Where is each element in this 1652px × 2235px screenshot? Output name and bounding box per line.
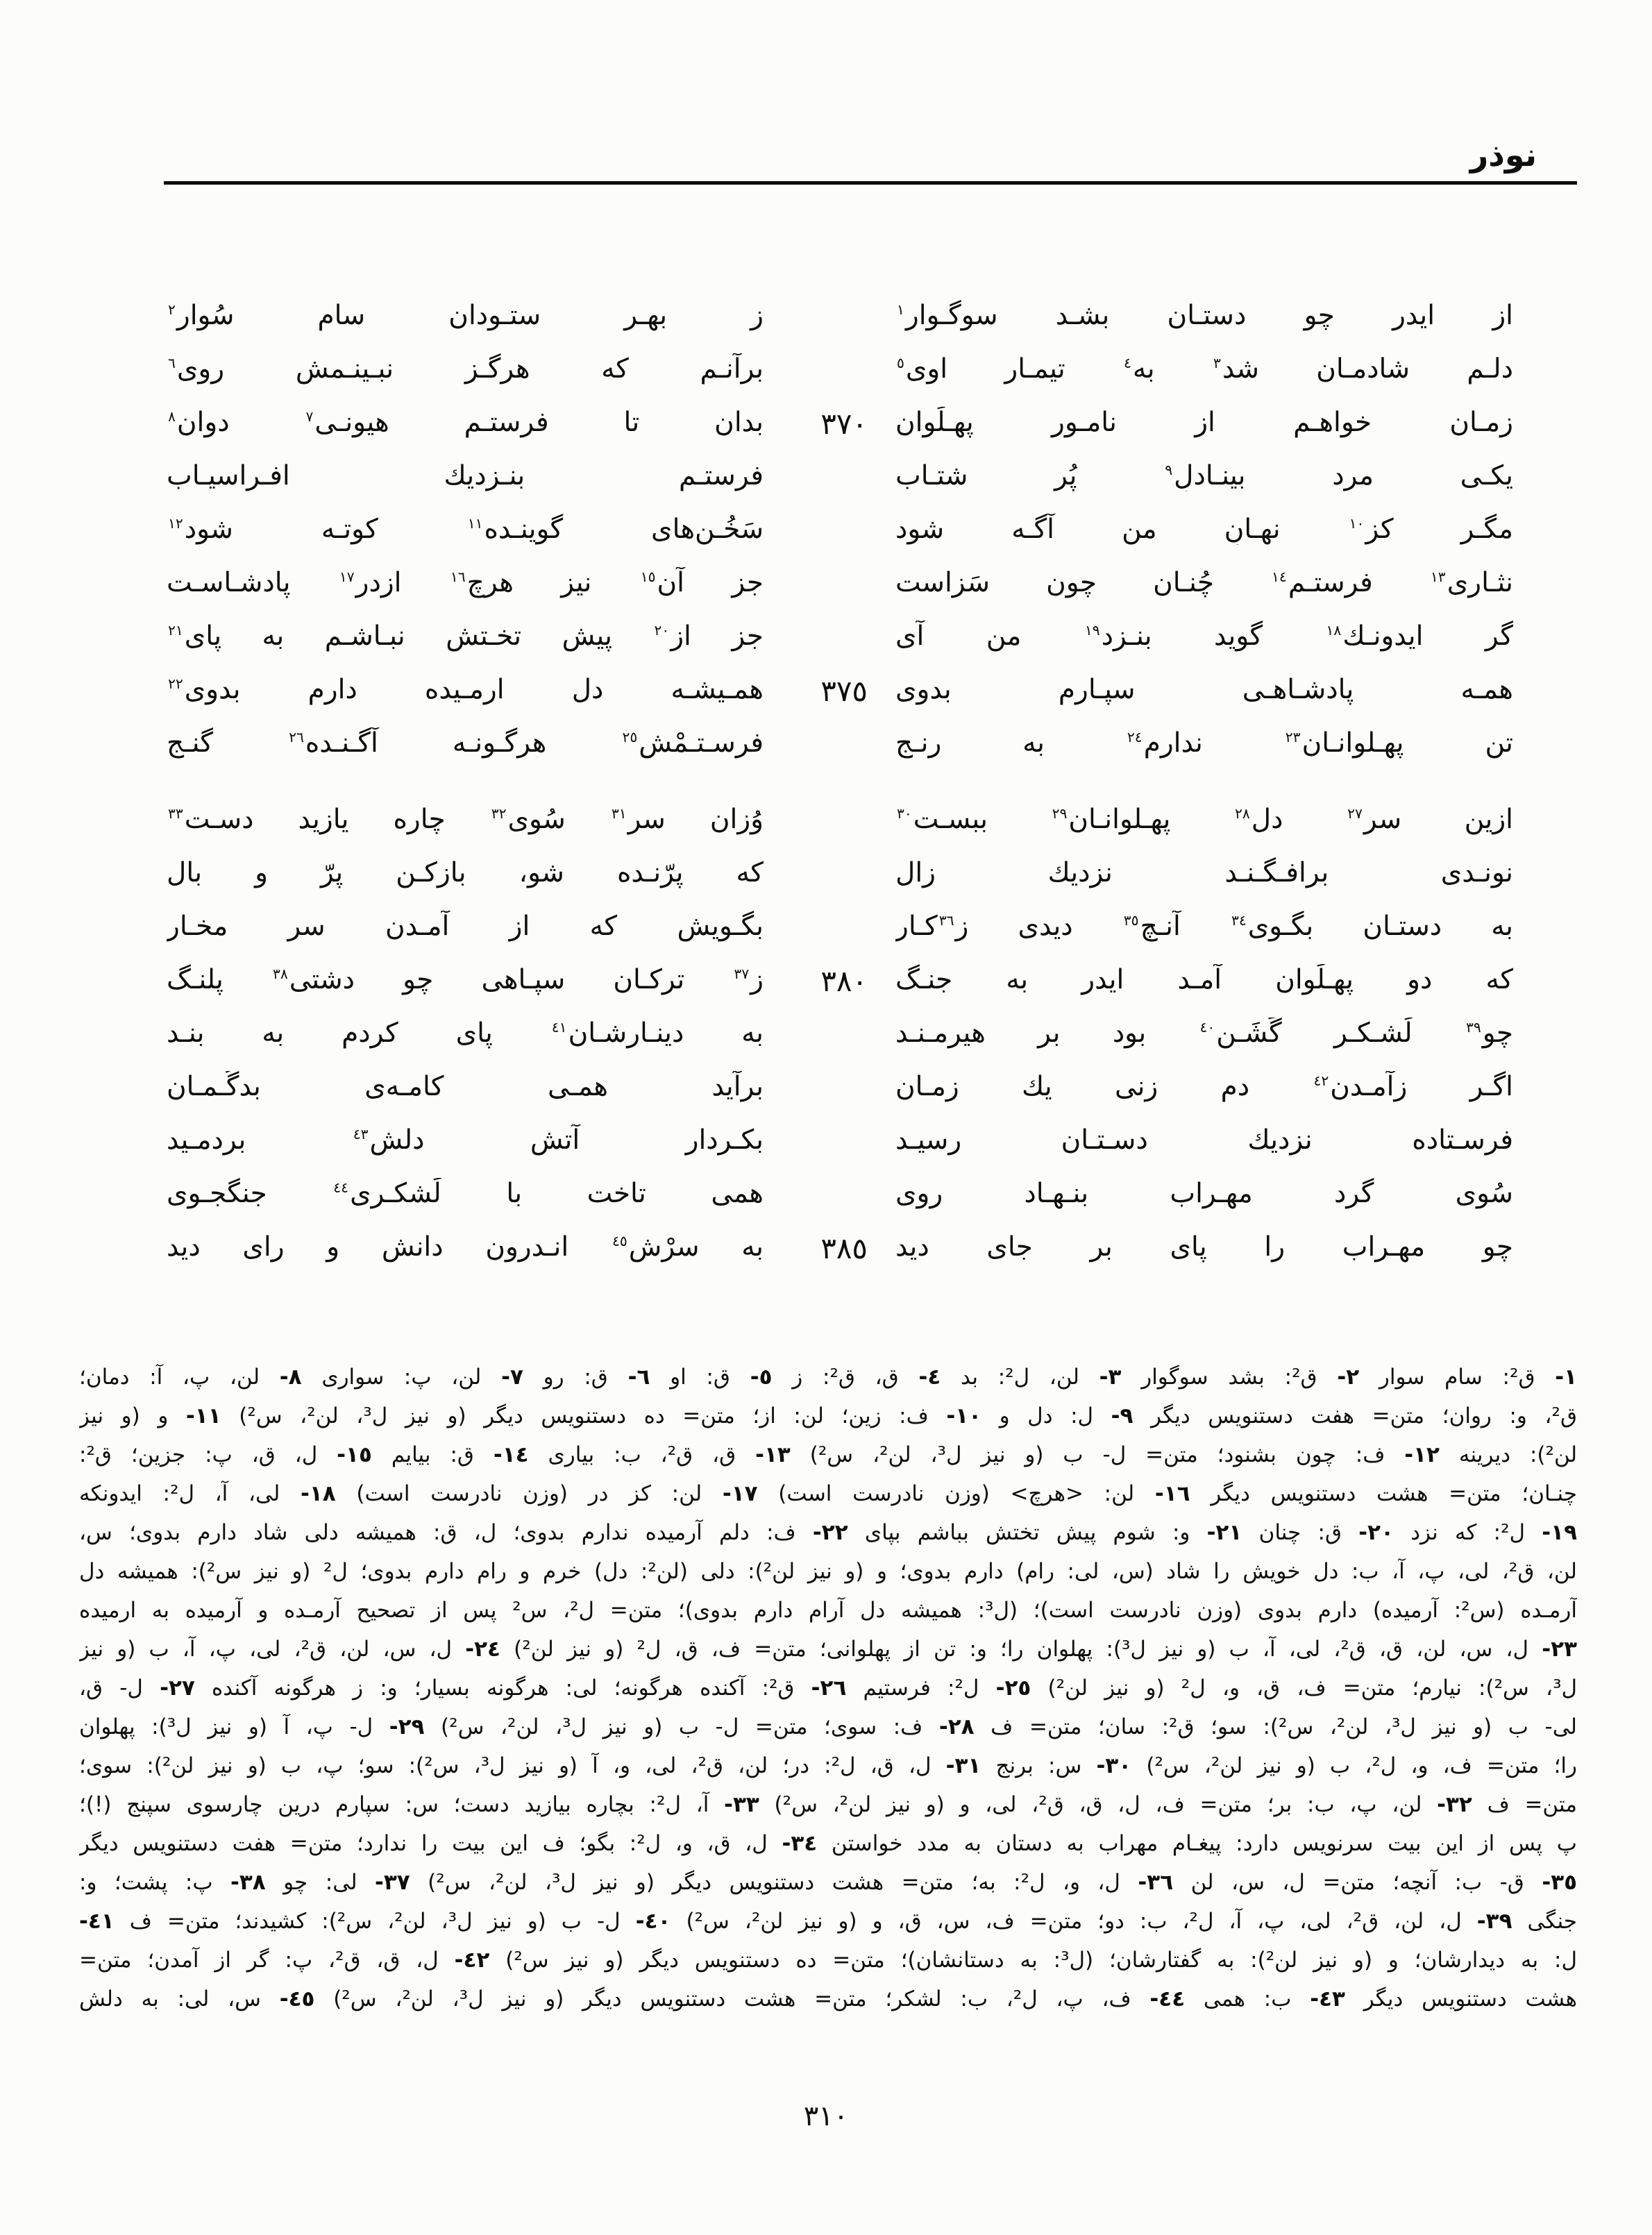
footnote-line: ق²، و: روان؛ متن= هفت دستنويس ديگر ٩- ل: دل و ١٠- ف: زين؛ لن: از؛ متن= ده دستنويس ديگر (و نيز ل³، لن²، س²) ١١- و (و نيز xyxy=(79,1403,1577,1428)
hemistich-first: سُوى گرد مهـراب بنـهـاد روى xyxy=(895,1178,1513,1209)
hemistich-second: همـيشـه دل ارمـيده دارم بدوى$^{٢٢}$ xyxy=(168,674,764,705)
verse-row xyxy=(167,793,1513,846)
hemistich-first: زمـان خواهـم از نامـور پهـلَوان xyxy=(895,407,1513,438)
critical-apparatus xyxy=(79,1358,1577,2018)
hemistich-first: گر ايدونـك$^{١٨}$ گويد بنـزد$^{١٩}$ من آى xyxy=(895,621,1513,652)
hemistich-first: چو مهـراب را پاى بر جاى ديد xyxy=(895,1231,1513,1263)
verse-row xyxy=(167,503,1513,556)
hemistich-second: كه پرّنـده شو، بازكـن پرّ و بال xyxy=(167,857,764,888)
footnote-line: ١- ق²: سام سوار ٢- ق²: بشد سوگوار ٣- لن، ل²: بد ٤- ق، ق²: ز ٥- ق: او ٦- ق: رو ٧- لن، پ: سوارى ٨- لن، پ، آ: دمان؛ xyxy=(79,1365,1577,1390)
verse-number xyxy=(764,582,895,584)
hemistich-second: بگـويش كه از آمـدن سر مخـار xyxy=(167,911,764,942)
hemistich-first: فرسـتاده نزديك دسـتـان رسيـد xyxy=(895,1124,1513,1156)
verse-number xyxy=(764,475,895,478)
hemistich-second: بكـردار آتش دلش$^{٤٣}$ بردمـيد xyxy=(167,1124,764,1156)
verse-number xyxy=(764,925,895,928)
poem xyxy=(167,289,1513,1274)
verse-row xyxy=(167,556,1513,609)
verse-number xyxy=(764,368,895,371)
hemistich-first: دلـم شادمـان شد$^٣$ به$^٤$ تيمـار اوى$^٥$ xyxy=(897,353,1513,385)
hemistich-first: تن پهـلوانـان$^{٢٣}$ ندارم$^{٢٤}$ به رنـج xyxy=(895,727,1513,759)
hemistich-second: جز از$^{٢٠}$ پيش تخـتش نبـاشـم به پاى$^{٢١}$ xyxy=(168,621,764,652)
footnote-line: آرمـده (س²: آرميده) دارم بدوى (وزن نادرست است)؛ (ل³: هميشه دل آرام دارم بدوى)؛ متن= ل²، س² پس از تصحيح آرمـده و آرميده به ارميده xyxy=(79,1598,1577,1623)
verse-number xyxy=(764,1192,895,1195)
verse-row xyxy=(167,663,1513,716)
verse-row xyxy=(167,1167,1513,1220)
verse-row xyxy=(167,449,1513,503)
hemistich-second: همى تاخت با لَشكـرى$^{٤٤}$ جنگجـوى xyxy=(167,1178,764,1209)
verse-row xyxy=(167,953,1513,1006)
hemistich-first: ازين سر$^{٢٧}$ دل$^{٢٨}$ پهـلوانـان$^{٢٩}$ ببسـت$^{٣٠}$ xyxy=(897,804,1513,835)
footnote-line: ل: به ديدارشان؛ و (و نيز لن²): به گفتارشان؛ (ل³: به دستانشان)؛ متن= ده دستنويس ديگر (و نيز س²) ٤٢- ل، ق، ق²، پ: گر از آمدن؛ متن= xyxy=(79,1948,1577,1973)
verse-number xyxy=(764,635,895,638)
hemistich-first: يكـى مرد بينـادلِ$^٩$ پُر شتـاب xyxy=(895,460,1513,491)
footnote-line: لن²): ديرينه ١٢- ف: چون بشنود؛ متن= ل- ب (و نيز ل³، لن²، س²) ١٣- ق، ق²، ب: بيارى ١٤- ق: بيايم ١٥- ل، ق، پ: جزين؛ ق²: xyxy=(79,1442,1577,1467)
verse-row xyxy=(167,1060,1513,1113)
verse-number: ٣٧٠ xyxy=(820,407,868,441)
hemistich-second: بدان تا فرستـم هيونـى$^٧$ دوان$^٨$ xyxy=(168,407,764,438)
hemistich-second: ز$^{٣٧}$ تركـان سپـاهى چو دشتى$^{٣٨}$ پلنـگ xyxy=(167,964,764,995)
page-header-title: نوذر xyxy=(1469,136,1537,174)
verse-row xyxy=(167,900,1513,953)
hemistich-first: از ايدر چو دستـان بشـد سوگـوار$^١$ xyxy=(897,300,1513,331)
footnote-line: لى- ب (و نيز ل³، لن²، س²): سو؛ ق²: سان؛ متن= ف ٢٨- ف: سوى؛ متن= ل- ب (و نيز ل³، لن²، س²) ٢٩- ل- پ، آ (و نيز ل³): پهلوان xyxy=(79,1714,1577,1739)
header-rule xyxy=(164,181,1577,185)
hemistich-second: به دينـارشـان$^{٤١}$ پاى كردم به بنـد xyxy=(167,1018,764,1049)
hemistich-first: به دستـان بگـوى$^{٣٤}$ آنـچ$^{٣٥}$ ديدى ز$^{٣٦}$كـار xyxy=(895,911,1513,942)
hemistich-second: جز آن$^{١٥}$ نيز هرچ$^{١٦}$ ازدرِ$^{١٧}$ پادشـاسـت xyxy=(167,567,764,598)
footnote-line: ١٩- ل²: كه نزد ٢٠- ق: چنان ٢١- و: شوم پيش تختش بباشم بپاى ٢٢- ف: دلم آرميده ندارم بدوى؛ ل، ق: هميشه دلى شاد دارم بدوى؛ س، xyxy=(79,1520,1577,1545)
verse-number xyxy=(764,1086,895,1088)
footnote-line: هشت دستنويس ديگر ٤٣- ب: همى ٤٤- ف، پ، ل²، ب: لشكر؛ متن= هشت دستنويس ديگر (و نيز ل³، لن²، س²) ٤٥- س، لى: به دلش xyxy=(79,1987,1577,2012)
hemistich-first: كه دو پهـلَوان آمـد ايدر به جنـگ xyxy=(895,964,1513,995)
hemistich-second: برآيد همـى كامـه‌ى بدگُـمـان xyxy=(167,1071,764,1102)
hemistich-first: چو$^{٣٩}$ لَشـكـر گَشَـن$^{٤٠}$ بود بر هيرمـنـد xyxy=(895,1018,1513,1049)
verse-number xyxy=(764,1032,895,1035)
hemistich-first: نونـدى برافـگـنـد نزديك زال xyxy=(895,857,1513,888)
verse-row xyxy=(167,396,1513,449)
verse-number xyxy=(764,872,895,875)
verse-row xyxy=(167,846,1513,900)
footnote-line: جنگى ٣٩- ل، لن، ق²، لى، پ، آ، ل²، ب: دو؛ متن= ف، س، ق، و (و نيز لن²، س²) ٤٠- ل- ب (و نيز ل³، لن²، س²): كشيدند؛ متن= ف ٤١- xyxy=(79,1909,1577,1934)
hemistich-second: برآنـم كه هرگـز نبـينـمش روى$^٦$ xyxy=(168,353,764,385)
verse-number: ٣٨٠ xyxy=(820,964,868,998)
verse-number xyxy=(764,528,895,531)
footnote-line: پ پس از اين بيت سرنويس دارد: پيغـام مهراب به دستان به مدد خواستن ٣٤- ل، ق، و، ل²: بگو؛ ف اين بيت را ندارد؛ متن= هفت دستنويس ديگر xyxy=(79,1831,1577,1856)
footnote-line: ل³، س²): نيارم؛ متن= ف، ق، و، ل² (و نيز لن²) ٢٥- ل²: فرستيم ٢٦- ق²: آكنده هرگونه؛ لى: هرگونه بسيار؛ و: ز هرگونه آكنده ٢٧- ل- ق، xyxy=(79,1676,1577,1701)
footnote-line: چنـان؛ متن= هشت دستنويس ديگر ١٦- لن: <هرچ> (وزن نادرست است) ١٧- لن: كز در (وزن نادرست است) ١٨- لى، آ، ل²: ايدونكه xyxy=(79,1481,1577,1506)
footnote-line: را؛ متن= ف، و، ل²، ب (و نيز لن²، س²) ٣٠- س: برنج ٣١- ل، ق، ل²: در؛ لن، ق²، لى، و، آ (و نيز ل³، س²): سو؛ پ، ب (و نيز لن²): سوى؛ xyxy=(79,1753,1577,1778)
verse-row xyxy=(167,1006,1513,1060)
footnote-line: لن، ق²، لى، پ، آ، ب: دل خويش را شاد (س، لى: رام) دارم بدوى؛ و (و نيز لن²): دلى (لن²: دل) خرم و رام دارم بدوى؛ ل² (و نيز س²): هميشه دل xyxy=(79,1559,1577,1584)
verse-number: ٣٧٥ xyxy=(820,674,868,708)
verse-row xyxy=(167,342,1513,396)
hemistich-second: فرسـتـمْش$^{٢٥}$ هرگـونـه آگـنـده$^{٢٦}$ گنـج xyxy=(167,727,764,759)
verse-number xyxy=(764,818,895,821)
hemistich-second: ز بهـر ستـودان سام سُوار$^٢$ xyxy=(168,300,764,331)
page-number: ٣١٠ xyxy=(803,2100,849,2132)
verse-number xyxy=(764,742,895,745)
hemistich-second: به سرْش$^{٤٥}$ انـدرون دانش و راى ديد xyxy=(167,1231,764,1263)
verse-row xyxy=(167,609,1513,663)
hemistich-first: مگـر كز$^{١٠}$ نهـانِ من آگـه شود xyxy=(895,514,1513,545)
hemistich-second: سَخُـن‌هاى گوينـده$^{١١}$ كوتـه شود$^{١٢}$ xyxy=(168,514,764,545)
verse-row xyxy=(167,1220,1513,1274)
verse-row xyxy=(167,1113,1513,1167)
verse-number: ٣٨٥ xyxy=(820,1231,868,1265)
footnote-line: ٢٣- ل، س، لن، ق، ق²، لى، آ، ب (و نيز ل³): پهلوان را؛ و: تن از پهلوانى؛ متن= ف، ق، ل² (و نيز لن²) ٢٤- ل، س، لن، ق²، لى، پ، آ، ب (و نيز xyxy=(79,1637,1577,1662)
hemistich-second: فرستـم بنـزديك افـراسيـاب xyxy=(167,460,764,491)
footnote-line: ٣٥- ق- ب: آنچه؛ متن= ل، س، لن ٣٦- ل، و، ل²: به؛ متن= هشت دستنويس ديگر (و نيز ل³، لن²، س²) ٣٧- لى: چو ٣٨- پ: پشت؛ و: xyxy=(79,1870,1577,1895)
hemistich-first: همـه پادشـاهـى سپـارم بدوى xyxy=(895,674,1513,705)
footnote-line: متن= ف ٣٢- لن، پ، ب: بر؛ متن= ف، ل، ق، ق²، لى، و (و نيز لن²، س²) ٣٣- آ، ل²: بچاره بيازيد دست؛ س: سپارم درين چارسوى سپنج (!)؛ xyxy=(79,1792,1577,1817)
verse-row xyxy=(167,716,1513,770)
hemistich-first: اگـر زآمـدن$^{٤٢}$ دم زنى يك زمـان xyxy=(895,1071,1513,1102)
hemistich-first: نثـارى$^{١٣}$ فرستـم$^{١٤}$ چُنـان چون سَزاست xyxy=(895,567,1513,598)
verse-row xyxy=(167,289,1513,342)
verse-number xyxy=(764,1139,895,1142)
hemistich-second: وُزان سر$^{٣١}$ سُوى$^{٣٢}$ چاره يازيد دسـت$^{٣٣}$ xyxy=(168,804,764,835)
verse-number xyxy=(764,314,895,317)
